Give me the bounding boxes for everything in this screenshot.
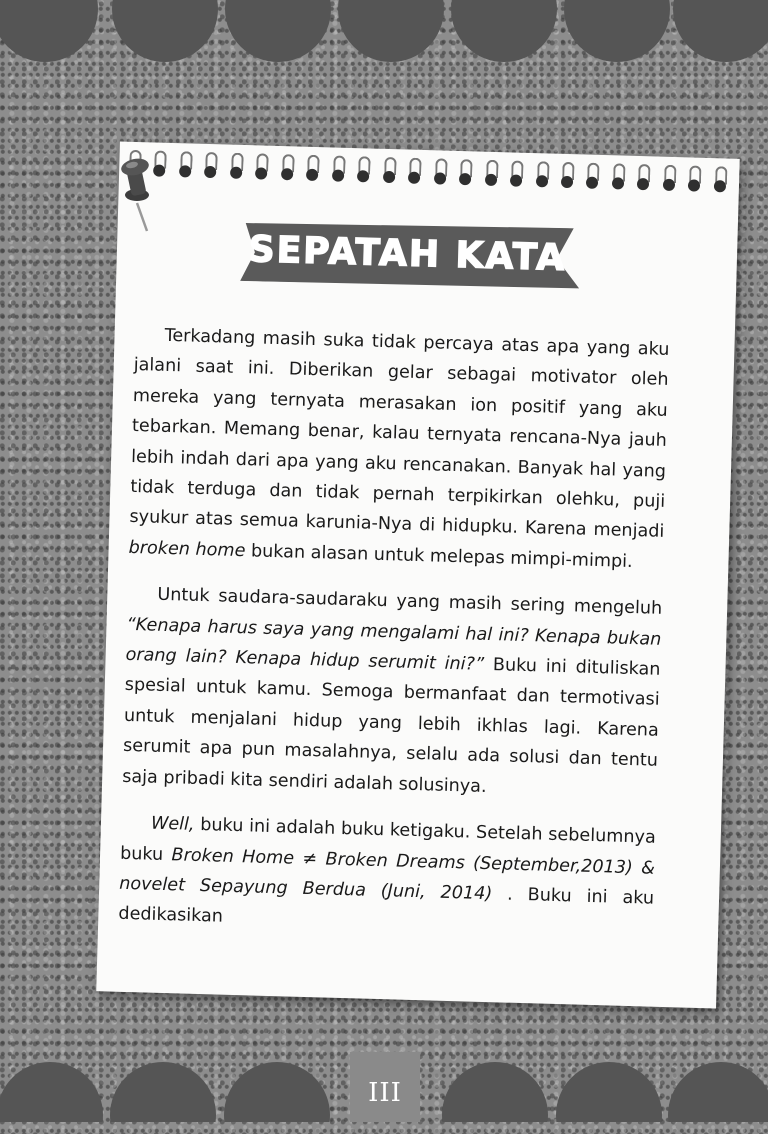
spiral-ring-icon (534, 161, 549, 191)
paragraph-1-text: Terkadang masih suka tidak percaya atas apa yang aku jalani saat ini. Diberikan gelar sebagai motivator oleh mereka yang ternyata merasakan ion positif yang aku tebarkan. Memang benar, kalau ternyata rencana-Nya jauh lebih indah dari apa yang aku rencanakan. Banyak hal yang tidak terduga dan tidak pernah terpikirkan olehku, puji syukur atas semua karunia-Nya di hidupku. Karena menjadi (129, 325, 670, 543)
spiral-ring-icon (611, 163, 626, 193)
paragraph-1-text-end: bukan alasan untuk melepas mimpi-mimpi. (245, 541, 633, 572)
spiral-ring-icon (331, 155, 346, 185)
body-text (118, 320, 670, 960)
page-title: SEPATAH KATA (248, 229, 567, 280)
scallop-shape (338, 0, 444, 62)
spiral-ring-icon (203, 152, 218, 182)
spiral-ring-icon (382, 157, 397, 187)
spiral-ring-icon (305, 155, 320, 185)
paragraph-3 (118, 808, 656, 945)
scallop-shape (0, 1062, 103, 1122)
scallop-shape (673, 0, 768, 62)
spiral-ring-icon (483, 160, 498, 190)
spiral-ring-icon (458, 159, 473, 189)
page-number: III (350, 1052, 420, 1122)
scallop-shape (110, 1062, 216, 1122)
title-banner (234, 219, 581, 291)
spiral-ring-icon (407, 158, 422, 188)
spiral-ring-icon (509, 160, 524, 190)
scallop-shape (112, 0, 218, 62)
paragraph-2-text: Untuk saudara-saudaraku yang masih sering mengeluh (157, 584, 663, 620)
spiral-ring-icon (356, 156, 371, 186)
paragraph-3-text-end: . Buku ini aku dedikasikan (118, 884, 655, 927)
notebook-page (96, 142, 739, 1009)
scallop-shape (668, 1062, 768, 1122)
scallop-shape (556, 1062, 662, 1122)
paragraph-2-text-end: Buku ini dituliskan spesial untuk kamu. Semoga bermanfaat dan termotivasi untuk menjalani hidup yang lebih ikhlas lagi. Karena serumit apa pun masalahnya, selalu ada solusi dan tentu saja pribadi kita sendiri adalah solusinya. (121, 654, 661, 797)
spiral-ring-icon (560, 162, 575, 192)
paragraph-3-book-titles: Broken Home ≠ Broken Dreams (September,2013) & novelet Sepayung Berdua (Juni, 2014) (118, 844, 656, 905)
spiral-ring-icon (178, 151, 193, 181)
scallop-shape (224, 1062, 330, 1122)
scallop-shape (451, 0, 557, 62)
paragraph-2-quote: “Kenapa harus saya yang mengalami hal ini? Kenapa bukan orang lain? Kenapa hidup serumit ini?” (125, 614, 662, 675)
spiral-ring-icon (687, 165, 702, 195)
paragraph-1-italic: broken home (128, 537, 246, 562)
spiral-ring-icon (585, 163, 600, 193)
scallop-shape (225, 0, 331, 62)
spiral-ring-icon (712, 166, 727, 196)
paragraph-2 (122, 579, 663, 807)
pushpin-icon (113, 155, 173, 235)
paragraph-1 (128, 320, 670, 578)
scallop-shape (564, 0, 670, 62)
spiral-ring-icon (636, 164, 651, 194)
spiral-ring-icon (432, 158, 447, 188)
spiral-ring-icon (229, 153, 244, 183)
spiral-ring-icon (254, 153, 269, 183)
paragraph-3-italic-opening: Well, (150, 813, 195, 835)
spiral-ring-icon (662, 165, 677, 195)
scallop-shape (442, 1062, 548, 1122)
top-scallop-border (0, 0, 768, 70)
paragraph-3-text: buku ini adalah buku ketigaku. Setelah sebelumnya buku (119, 814, 657, 865)
spiral-binding (127, 150, 728, 201)
scallop-shape (0, 0, 98, 62)
spiral-ring-icon (280, 154, 295, 184)
